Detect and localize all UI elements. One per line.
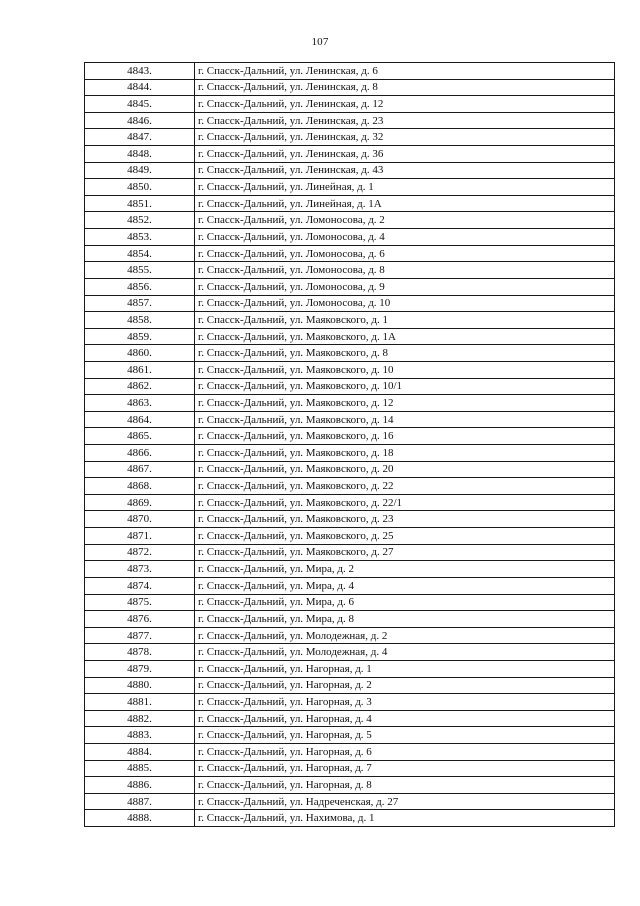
address-cell: г. Спасск-Дальний, ул. Ленинская, д. 8	[195, 79, 615, 96]
row-number-cell: 4867.	[85, 461, 195, 478]
address-cell: г. Спасск-Дальний, ул. Мира, д. 4	[195, 577, 615, 594]
row-number-cell: 4868.	[85, 478, 195, 495]
row-number-cell: 4878.	[85, 644, 195, 661]
row-number-cell: 4856.	[85, 278, 195, 295]
table-row	[85, 345, 615, 362]
address-cell: г. Спасск-Дальний, ул. Нагорная, д. 6	[195, 743, 615, 760]
row-number-cell: 4864.	[85, 411, 195, 428]
table-row	[85, 428, 615, 445]
row-number-cell: 4850.	[85, 179, 195, 196]
table-row	[85, 262, 615, 279]
row-number-cell: 4879.	[85, 660, 195, 677]
address-cell: г. Спасск-Дальний, ул. Нагорная, д. 5	[195, 727, 615, 744]
address-cell: г. Спасск-Дальний, ул. Линейная, д. 1А	[195, 195, 615, 212]
address-cell: г. Спасск-Дальний, ул. Маяковского, д. 22/1	[195, 494, 615, 511]
row-number-cell: 4853.	[85, 229, 195, 246]
address-cell: г. Спасск-Дальний, ул. Линейная, д. 1	[195, 179, 615, 196]
address-cell: г. Спасск-Дальний, ул. Нагорная, д. 1	[195, 660, 615, 677]
table-row	[85, 278, 615, 295]
table-row	[85, 295, 615, 312]
table-row	[85, 611, 615, 628]
table-row	[85, 561, 615, 578]
table-row	[85, 112, 615, 129]
address-cell: г. Спасск-Дальний, ул. Мира, д. 2	[195, 561, 615, 578]
table-row	[85, 694, 615, 711]
table-row	[85, 677, 615, 694]
table-row	[85, 760, 615, 777]
row-number-cell: 4845.	[85, 96, 195, 113]
row-number-cell: 4883.	[85, 727, 195, 744]
row-number-cell: 4875.	[85, 594, 195, 611]
row-number-cell: 4881.	[85, 694, 195, 711]
table-row	[85, 577, 615, 594]
table-row	[85, 245, 615, 262]
address-cell: г. Спасск-Дальний, ул. Маяковского, д. 10/1	[195, 378, 615, 395]
table-row	[85, 727, 615, 744]
address-cell: г. Спасск-Дальний, ул. Мира, д. 6	[195, 594, 615, 611]
table-row	[85, 361, 615, 378]
row-number-cell: 4869.	[85, 494, 195, 511]
address-cell: г. Спасск-Дальний, ул. Нагорная, д. 8	[195, 777, 615, 794]
row-number-cell: 4848.	[85, 146, 195, 163]
address-cell: г. Спасск-Дальний, ул. Ленинская, д. 43	[195, 162, 615, 179]
row-number-cell: 4844.	[85, 79, 195, 96]
address-cell: г. Спасск-Дальний, ул. Молодежная, д. 4	[195, 644, 615, 661]
table-row	[85, 710, 615, 727]
row-number-cell: 4871.	[85, 528, 195, 545]
row-number-cell: 4857.	[85, 295, 195, 312]
address-cell: г. Спасск-Дальний, ул. Нагорная, д. 7	[195, 760, 615, 777]
table-row	[85, 544, 615, 561]
address-cell: г. Спасск-Дальний, ул. Маяковского, д. 12	[195, 395, 615, 412]
row-number-cell: 4876.	[85, 611, 195, 628]
address-cell: г. Спасск-Дальний, ул. Ломоносова, д. 2	[195, 212, 615, 229]
table-row	[85, 312, 615, 329]
row-number-cell: 4847.	[85, 129, 195, 146]
address-cell: г. Спасск-Дальний, ул. Маяковского, д. 8	[195, 345, 615, 362]
address-cell: г. Спасск-Дальний, ул. Нагорная, д. 4	[195, 710, 615, 727]
address-cell: г. Спасск-Дальний, ул. Маяковского, д. 23	[195, 511, 615, 528]
table-row	[85, 63, 615, 80]
address-cell: г. Спасск-Дальний, ул. Маяковского, д. 14	[195, 411, 615, 428]
row-number-cell: 4863.	[85, 395, 195, 412]
address-cell: г. Спасск-Дальний, ул. Маяковского, д. 18	[195, 445, 615, 462]
table-row	[85, 229, 615, 246]
address-cell: г. Спасск-Дальний, ул. Ленинская, д. 6	[195, 63, 615, 80]
address-cell: г. Спасск-Дальний, ул. Маяковского, д. 22	[195, 478, 615, 495]
table-row	[85, 511, 615, 528]
address-cell: г. Спасск-Дальний, ул. Ленинская, д. 12	[195, 96, 615, 113]
table-row	[85, 328, 615, 345]
row-number-cell: 4865.	[85, 428, 195, 445]
table-row	[85, 96, 615, 113]
row-number-cell: 4855.	[85, 262, 195, 279]
row-number-cell: 4882.	[85, 710, 195, 727]
row-number-cell: 4860.	[85, 345, 195, 362]
row-number-cell: 4854.	[85, 245, 195, 262]
table-row	[85, 195, 615, 212]
table-row	[85, 411, 615, 428]
address-table-body	[85, 63, 615, 827]
address-cell: г. Спасск-Дальний, ул. Надреченская, д. 27	[195, 793, 615, 810]
address-cell: г. Спасск-Дальний, ул. Маяковского, д. 1А	[195, 328, 615, 345]
address-cell: г. Спасск-Дальний, ул. Ленинская, д. 36	[195, 146, 615, 163]
table-row	[85, 179, 615, 196]
row-number-cell: 4873.	[85, 561, 195, 578]
table-row	[85, 793, 615, 810]
address-cell: г. Спасск-Дальний, ул. Нахимова, д. 1	[195, 810, 615, 827]
row-number-cell: 4870.	[85, 511, 195, 528]
table-row	[85, 644, 615, 661]
table-row	[85, 146, 615, 163]
table-row	[85, 743, 615, 760]
table-row	[85, 528, 615, 545]
table-row	[85, 810, 615, 827]
row-number-cell: 4885.	[85, 760, 195, 777]
row-number-cell: 4849.	[85, 162, 195, 179]
address-cell: г. Спасск-Дальний, ул. Ломоносова, д. 9	[195, 278, 615, 295]
address-cell: г. Спасск-Дальний, ул. Маяковского, д. 20	[195, 461, 615, 478]
row-number-cell: 4888.	[85, 810, 195, 827]
address-cell: г. Спасск-Дальний, ул. Маяковского, д. 25	[195, 528, 615, 545]
table-row	[85, 660, 615, 677]
address-cell: г. Спасск-Дальний, ул. Молодежная, д. 2	[195, 627, 615, 644]
address-cell: г. Спасск-Дальний, ул. Маяковского, д. 16	[195, 428, 615, 445]
table-row	[85, 395, 615, 412]
address-cell: г. Спасск-Дальний, ул. Ломоносова, д. 4	[195, 229, 615, 246]
row-number-cell: 4872.	[85, 544, 195, 561]
row-number-cell: 4866.	[85, 445, 195, 462]
row-number-cell: 4843.	[85, 63, 195, 80]
address-cell: г. Спасск-Дальний, ул. Нагорная, д. 3	[195, 694, 615, 711]
table-row	[85, 594, 615, 611]
row-number-cell: 4874.	[85, 577, 195, 594]
address-cell: г. Спасск-Дальний, ул. Маяковского, д. 1	[195, 312, 615, 329]
row-number-cell: 4862.	[85, 378, 195, 395]
address-cell: г. Спасск-Дальний, ул. Маяковского, д. 27	[195, 544, 615, 561]
table-row	[85, 445, 615, 462]
row-number-cell: 4884.	[85, 743, 195, 760]
table-row	[85, 79, 615, 96]
address-cell: г. Спасск-Дальний, ул. Ленинская, д. 32	[195, 129, 615, 146]
address-cell: г. Спасск-Дальний, ул. Мира, д. 8	[195, 611, 615, 628]
row-number-cell: 4852.	[85, 212, 195, 229]
address-cell: г. Спасск-Дальний, ул. Маяковского, д. 10	[195, 361, 615, 378]
table-row	[85, 212, 615, 229]
address-table	[84, 62, 615, 827]
table-row	[85, 378, 615, 395]
row-number-cell: 4861.	[85, 361, 195, 378]
page-number: 107	[311, 36, 329, 48]
table-row	[85, 494, 615, 511]
address-cell: г. Спасск-Дальний, ул. Ломоносова, д. 8	[195, 262, 615, 279]
row-number-cell: 4859.	[85, 328, 195, 345]
row-number-cell: 4858.	[85, 312, 195, 329]
table-row	[85, 777, 615, 794]
row-number-cell: 4880.	[85, 677, 195, 694]
table-row	[85, 627, 615, 644]
row-number-cell: 4886.	[85, 777, 195, 794]
address-cell: г. Спасск-Дальний, ул. Ленинская, д. 23	[195, 112, 615, 129]
address-cell: г. Спасск-Дальний, ул. Ломоносова, д. 6	[195, 245, 615, 262]
table-row	[85, 129, 615, 146]
address-cell: г. Спасск-Дальний, ул. Ломоносова, д. 10	[195, 295, 615, 312]
table-row	[85, 461, 615, 478]
row-number-cell: 4877.	[85, 627, 195, 644]
table-row	[85, 162, 615, 179]
address-cell: г. Спасск-Дальний, ул. Нагорная, д. 2	[195, 677, 615, 694]
row-number-cell: 4851.	[85, 195, 195, 212]
row-number-cell: 4846.	[85, 112, 195, 129]
table-row	[85, 478, 615, 495]
row-number-cell: 4887.	[85, 793, 195, 810]
